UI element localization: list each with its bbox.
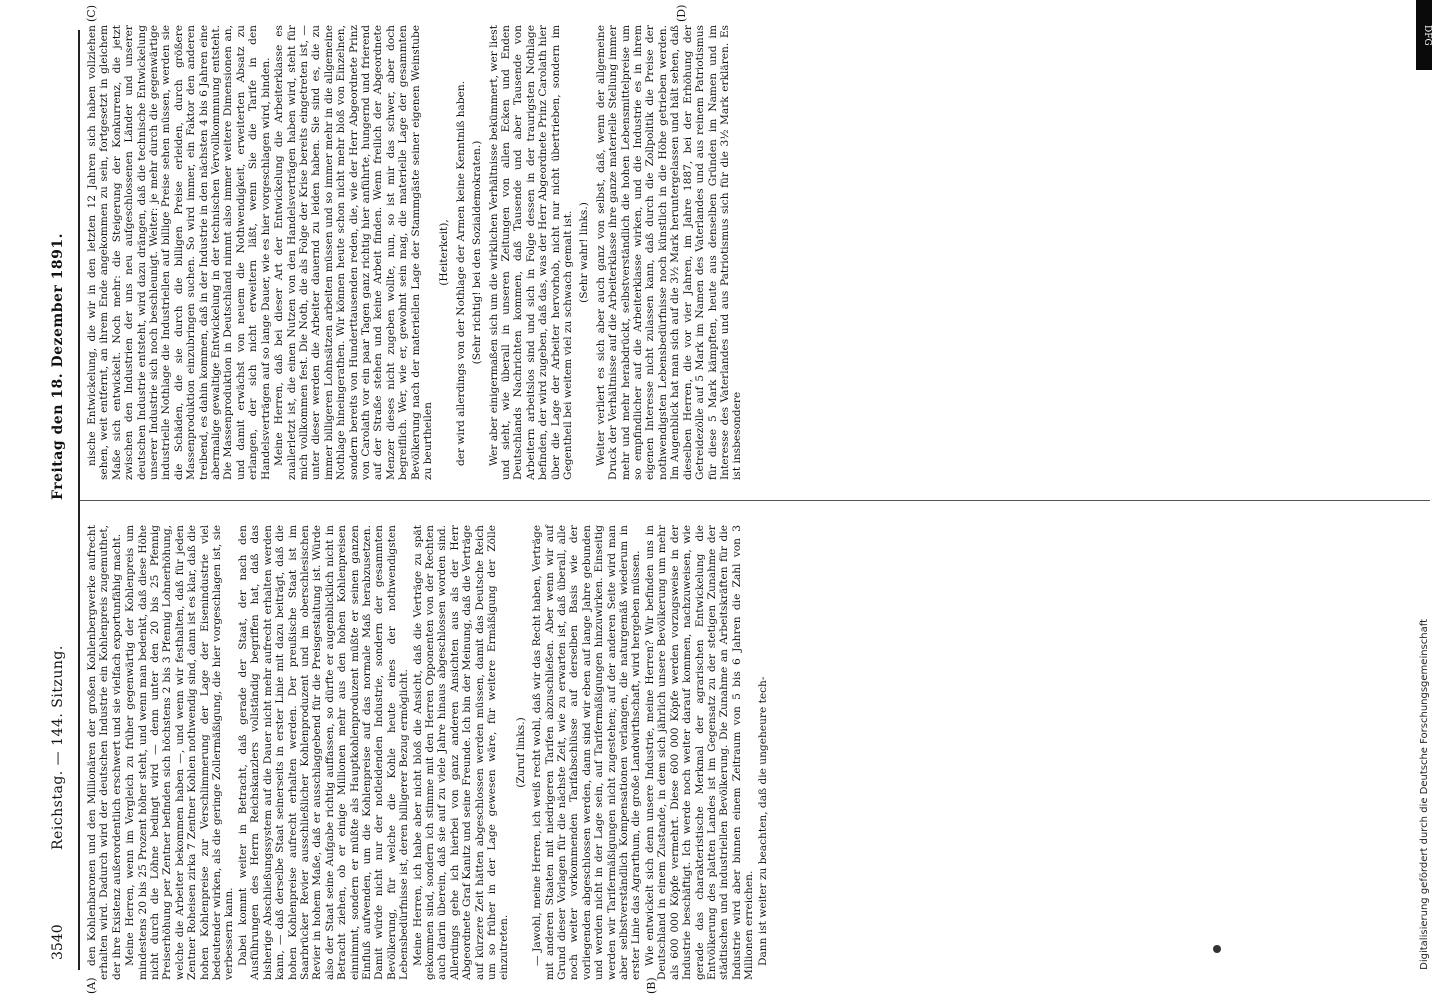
ink-speck — [1213, 945, 1221, 953]
margin-mark-b: (B) — [645, 977, 658, 994]
running-header-right: Freitag den 18. Dezember 1891. — [50, 233, 66, 500]
paragraph: der wird allerdings von der Nothlage der Armen keine Kenntniß haben. — [454, 80, 467, 466]
stage-direction: (Heiterkeit), — [438, 219, 451, 286]
running-header-left: Reichstag. — 144. Sitzung. — [50, 645, 66, 850]
page-number: 3540 — [50, 924, 66, 960]
stage-direction: (Zuruf links.) — [514, 717, 527, 788]
right-column — [85, 4, 745, 480]
paragraph: Wer aber einigermaßen sich um die wirklichen Verhältnisse bekümmert, wer liest und sieht, wie überall in unseren Zeitungen von allen Ecken und Enden Deutschlands Nachrichten kommen, daß Tausende und aber Tausende von Arbeitern arbeitslos sind und sich in Folge dessen in der traurigsten Nothlage befinden, der wird zugeben, daß das, was der Herr Abgeordnete Prinz Carolath hier über die Lage der Arbeiter hervorhob, nicht nur nicht übertrieben, sondern im Gegentheil bei weitem viel zu schwach gemalt ist. — [487, 25, 575, 480]
left-column — [85, 525, 770, 994]
column-divider — [80, 500, 1430, 501]
paragraph: Meine Herren, daß bei dieser Art der Entwickelung die Arbeiterklasse es zuallerletzt ist, die einen Nutzen von den Handelsverträgen haben wird, steht für mich vollkommen fest. Die Noth, die als Folge der Krise bereits eingetreten ist, — unter dieser werden die Arbeiter dauernd zu leiden haben. Sie sind es, die zu immer billigeren Lohnsätzen arbeiten müssen und so immer mehr in die allgemeine Nothlage hineingerathen. Wir können heute schon nicht mehr bloß von Einzelnen, sondern bereits von Hunderttausenden reden, die, wie der Herr Abgeordnete Prinz von Carolath vor ein paar Tagen ganz richtig hier anführte, hungernd und frierend auf der Straße stehen und keine Arbeit finden. Wenn freilich der Abgeordnete Menzer dieses nicht zugeben wollte, nun, so ist mir das schwer, aber doch begreiflich. Wer, wie er, gewohnt sein mag, die materielle Lage der gesammten Bevölkerung nach der materiellen Lage der Stammgäste seiner eigenen Weinstube zu beurtheilen — [273, 25, 434, 480]
paragraph: Dabei kommt weiter in Betracht, daß gerade der Staat, der nach den Ausführungen des Herrn Reichskanzlers vollständig begriffen hat, daß das bisherige Abschließungssystem auf die Dauer nicht mehr aufrecht erhalten werden kann, — daß derselbe Staat seinerseits in erster Linie mit dazu beiträgt, daß die hohen Kohlenpreise aufrecht erhalten werden. Der preußische Staat ist im Saarbrücker Revier ausschließlicher Kohlenproduzent und im oberschlesischen Revier in hohem Maße, daß er ausschlaggebend für die Preisgestaltung ist. Würde also der Staat seine Aufgabe richtig auffassen, so dürfte er augenblicklich nicht in Betracht ziehen, ob er einige Millionen mehr aus den hohen Kohlenpreisen einnimmt, sondern er müßte als Hauptkohlenproduzent müßte er seinen ganzen Einfluß aufwenden, um die Kohlenpreise auf das normale Maß herabzusetzen. Damit würde nicht nur der notleidenden Industrie, sondern der gesammten Bevölkerung, für welche die Kohle heute eines der nothwendigsten Lebensbedürfnisse ist, deren billigerer Bezug ermöglicht. — [236, 525, 411, 980]
stage-direction: (Sehr richtig! bei den Sozialdemokraten.) — [471, 140, 484, 365]
margin-mark-a: (A) — [85, 977, 98, 994]
margin-mark-c: (C) — [85, 5, 98, 22]
paragraph: Dann ist weiter zu beachten, daß die ungeheure tech- — [756, 676, 769, 966]
paragraph: Meine Herren, wenn im Vergleich zu früher gegenwärtig der Kohlenpreis um mindestens 20 bis 25 Prozent höher steht, und wenn man bedenkt, daß diese Höhe nicht durch die Löhne bedingt wird — denn unter den 20 bis 25 Pfennig Preiserhöhung per Zentner befinden sich höchstens 2 bis 3 Pfennig Lohnerhöhung, welche die Arbeiter bekommen haben —, und wenn wir festhalten, daß für jeden Zentner Roheisen zirka 7 Zentner Kohlen nothwendig sind, dann ist es klar, daß die hohen Kohlenpreise zur Verschlimmerung der Lage der Eisenindustrie viel bedeutender wirken, als die geringe Zollermäßigung, die hier vorgeschlagen ist, sie verbessern kann. — [124, 525, 236, 980]
stage-direction: (Sehr wahr! links.) — [578, 202, 591, 303]
digitization-credit: Digitalisierung gefördert durch die Deutsche Forschungsgemeinschaft — [1419, 619, 1430, 970]
paragraph: den Kohlenbaronen und den Millionären der großen Kohlenbergwerke aufrecht erhalten wird. Dadurch wird der deutschen Industrie ein Kohlenpreis zugemuthet, der ihre Existenz außerordentlich erschwert und sie vielfach exportunfähig macht. — [86, 525, 123, 980]
paragraph: — Jawohl, meine Herren, ich weiß recht wohl, daß wir das Recht haben, Verträge mit anderen Staaten mit niedrigeren Tarifen abzuschließen. Aber wenn wir auf Grund dieser Vorlagen für die nächste Zeit, wie zu erwarten ist, daß überall, alle noch weiter vorkommenden Tarifabschlüsse auf derselben Basis wie der vorliegenden abgeschlossen werden, dann sind wir eben auf lange Jahre gebunden und werden nicht in der Lage sein, auf Tarifermäßigungen hinzuwirken. Einseitig werden wir Tarifermäßigungen nicht zugestehen; auf der anderen Seite wird man aber selbstverständlich Kompensationen verlangen, die naturgemäß wiederum in erster Linie das Agrarthum, die große Landwirthschaft, wird hergeben müssen. — [531, 525, 643, 980]
paragraph: nische Entwickelung, die wir in den letzten 12 Jahren sich haben vollziehen sehen, weit entfernt, an ihrem Ende angekommen zu sein, fortgesetzt in gleichem Maße sich entwickelt. Noch mehr: die Steigerung der Konkurrenz, die jetzt zwischen den Industrien der uns neu aufgeschlossenen Länder und unserer deutschen Industrie entsteht, wird dazu drängen, daß die technische Entwickelung unserer Industrie sich noch beschleunigt. Weiter: je mehr durch die gegenwärtige industrielle Nothlage die Industriellen auf billige Preise sehen müssen, werden sie die Schäden, die sie durch die billigen Preise erleiden, durch größere Massenproduktion einzubringen suchen. So wird immer, ein Faktor den anderen treibend, es dahin kommen, daß in der Industrie in den nächsten 4 bis 6 Jahren eine abermalige gewaltige Entwickelung in der technischen Vervollkommnung entsteht. Die Massenproduktion in Deutschland nimmt also immer weitere Dimensionen an, und damit erwächst von neuem die Nothwendigkeit, erweiterten Absatz zu erlangen, der sich nicht erweitern läßt, wenn Sie die Tarife in den Handelsverträgen auf so lange Dauer, wie es hier vorgeschlagen wird, binden. — [86, 25, 272, 480]
paragraph: Wie entwickelt sich denn unsere Industrie, meine Herren? Wir befinden uns in Deutschland in einem Zustande, in dem sich jährlich unsere Bevölkerung um mehr als 600 000 Köpfe vermehrt. Diese 600 000 Köpfe werden vorzugsweise in der Industrie beschäftigt. Ich werde noch weiter darauf kommen, nachzuweisen, wie gerade das charakteristische Merkmal der agrarischen Entwickelung die Entvölkerung des platten Landes ist im Gegensatz zu der stetigen Zunahme der städtischen und industriellen Bevölkerung. Die Zunahme an Arbeitskräften für die Industrie wird aber binnen einem Zeitraum von 5 bis 6 Jahren die Zahl von 3 Millionen erreichen. — [643, 525, 756, 980]
paragraph: Weiter verliert es sich aber auch ganz von selbst, daß, wenn der allgemeine Druck der Verhältnisse auf die Arbeiterklasse ihre ganze materielle Stellung immer mehr und mehr herabdrückt, selbstverständlich die hohen Lebensmittelpreise um so empfindlicher auf die Arbeiterklasse wirken, und die Industrie es in ihrem eigenen Interesse nicht zulassen kann, daß durch die Zollpolitik die Preise der nothwendigsten Lebensbedürfnisse noch künstlich in die Höhe getrieben werden. Im Augenblick hat man sich auf die 3½ Mark heruntergelassen und hält sehen, daß dieselben Herren, die vor vier Jahren, im Jahre 1887, bei der Erhöhung der Getreidezölle auf 5 Mark im Namen des Vaterlandes und aus reinem Patriotismus für diese 5 Mark kämpften, heute aus denselben Gründen im Namen und im Interesse des Vaterlandes und aus Patriotismus sich für die 3½ Mark erklären. Es ist insbesondere — [594, 25, 744, 480]
paragraph: Meine Herren, ich habe aber nicht bloß die Ansicht, daß die Verträge zu spät gekommen sind, sondern ich stimme mit den Herren Opponenten von der Rechten auch darin überein, daß sie auf zu viele Jahre hinaus abgeschlossen worden sind. Allerdings gehe ich hierbei von ganz anderen Ansichten aus als der Herr Abgeordnete Graf Kanitz und seine Freunde. Ich bin der Meinung, daß die Verträge auf kürzere Zeit hätten abgeschlossen werden müssen, damit das Deutsche Reich um so früher in der Lage gewesen wäre, für weitere Ermäßigung der Zölle einzutreten. — [411, 525, 511, 980]
dfg-logo: DFG — [1416, 0, 1432, 70]
margin-mark-d: (D) — [675, 4, 688, 22]
